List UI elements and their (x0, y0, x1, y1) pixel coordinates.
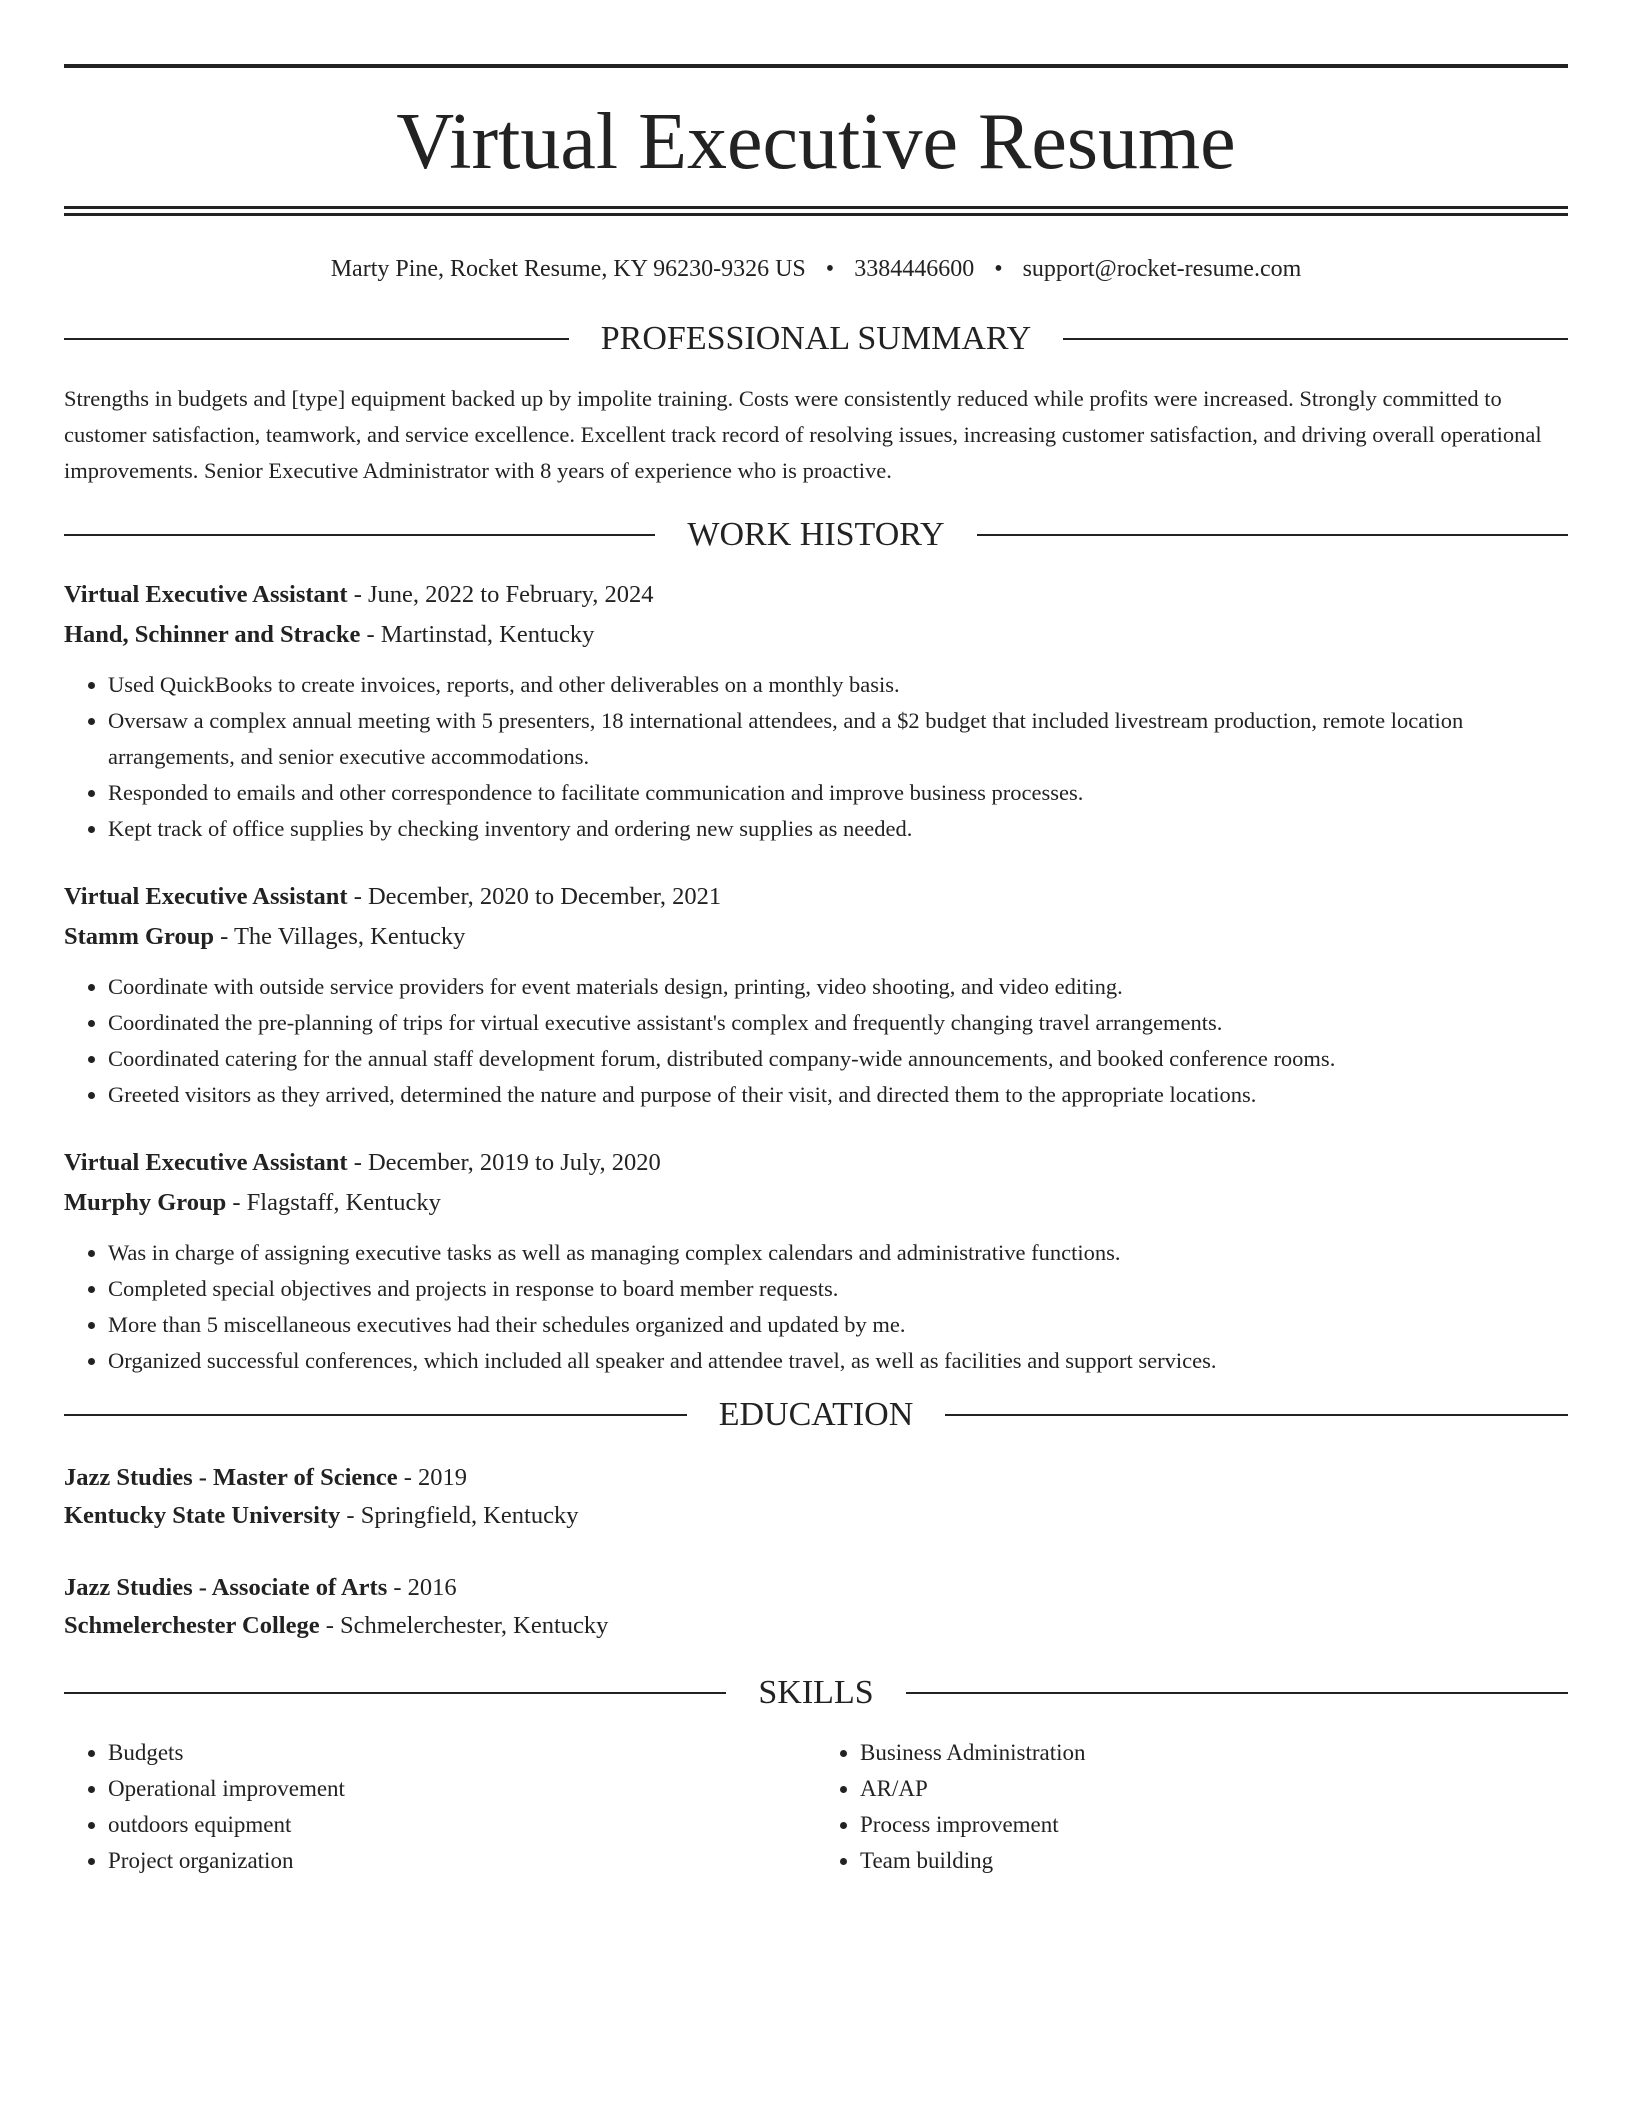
job-company-line: Stamm Group - The Villages, Kentucky (64, 923, 466, 950)
education-school: Kentucky State University (64, 1502, 341, 1529)
education-location: Schmelerchester, Kentucky (340, 1612, 609, 1639)
job-location: The Villages, Kentucky (233, 923, 466, 950)
job-entry (64, 1143, 1568, 1379)
job-title: Virtual Executive Assistant (64, 883, 348, 910)
job-bullet: • Was in charge of assigning executive tasks as well as managing complex calendars and administrative functions. (108, 1235, 1568, 1271)
heading-label: EDUCATION (718, 1396, 914, 1433)
contact-separator: • (825, 256, 835, 282)
contact-email: support@rocket-resume.com (1022, 256, 1302, 282)
section-heading-work (64, 513, 1568, 557)
education-school: Schmelerchester College (64, 1612, 320, 1639)
education-year: 2019 (418, 1464, 468, 1491)
job-dates: December, 2020 to December, 2021 (367, 883, 722, 910)
skills-columns (64, 1735, 1568, 1879)
heading-rule (64, 534, 655, 536)
heading-label: SKILLS (758, 1674, 874, 1711)
education-degree: Jazz Studies - Master of Science (64, 1464, 398, 1491)
job-bullet: • Coordinated the pre-planning of trips for virtual executive assistant's complex and frequently changing travel arrangements. (108, 1005, 1568, 1041)
job-title-line: Virtual Executive Assistant - December, 2019 to July, 2020 (64, 1149, 661, 1176)
resume-page (64, 64, 1568, 1879)
skills-list-right (816, 1735, 1568, 1879)
job-entry (64, 877, 1568, 1113)
skill-item: • Team building (860, 1843, 1568, 1879)
education-school-line: Schmelerchester College - Schmelerchester, Kentucky (64, 1612, 609, 1639)
section-heading-summary (64, 317, 1568, 361)
job-bullet: • Responded to emails and other correspondence to facilitate communication and improve business processes. (108, 775, 1568, 811)
job-bullets (64, 667, 1568, 847)
title-double-rule (64, 206, 1568, 216)
job-bullet: • Greeted visitors as they arrived, determined the nature and purpose of their visit, and directed them to the appropriate locations. (108, 1077, 1568, 1113)
contact-phone: 3384446600 (854, 256, 975, 282)
job-bullet: • Coordinate with outside service providers for event materials design, printing, video shooting, and video editing. (108, 969, 1568, 1005)
section-heading-skills (64, 1671, 1568, 1715)
contact-separator: • (994, 256, 1003, 282)
job-bullet: • Coordinated catering for the annual staff development forum, distributed company-wide announcements, and booked conference rooms. (108, 1041, 1568, 1077)
skill-item: • AR/AP (860, 1771, 1568, 1807)
education-entry (64, 1459, 1568, 1535)
job-dates: December, 2019 to July, 2020 (367, 1149, 661, 1176)
skill-item: • Process improvement (860, 1807, 1568, 1843)
job-company-line: Hand, Schinner and Stracke - Martinstad, Kentucky (64, 621, 595, 648)
heading-rule (1063, 338, 1568, 340)
heading-rule (64, 1414, 687, 1416)
job-title-line: Virtual Executive Assistant - December, 2020 to December, 2021 (64, 883, 722, 910)
job-company: Hand, Schinner and Stracke (64, 621, 361, 648)
resume-title: Virtual Executive Resume (396, 98, 1236, 186)
job-bullets (64, 1235, 1568, 1379)
education-degree: Jazz Studies - Associate of Arts (64, 1574, 388, 1601)
education-school-line: Kentucky State University - Springfield, Kentucky (64, 1502, 579, 1529)
heading-rule (64, 1692, 726, 1694)
job-bullet: • Oversaw a complex annual meeting with 5 presenters, 18 international attendees, and a $2 budget that included livestream production, remote location arrangements, and senior executive accommodations. (108, 703, 1568, 775)
job-bullet: • Completed special objectives and projects in response to board member requests. (108, 1271, 1568, 1307)
job-bullet: • More than 5 miscellaneous executives had their schedules organized and updated by me. (108, 1307, 1568, 1343)
summary-text: Strengths in budgets and [type] equipment backed up by impolite training. Costs were consistently reduced while profits were increased. Strongly committed to customer satisfaction, teamwork, and service excellence. Excellent track record of resolving issues, increasing customer satisfaction, and driving overall operational improvements. Senior Executive Administrator with 8 years of experience who is proactive. (64, 386, 1542, 483)
contact-address: Marty Pine, Rocket Resume, KY 96230-9326 US (330, 256, 806, 282)
job-company: Murphy Group (64, 1189, 227, 1216)
heading-label: WORK HISTORY (687, 516, 945, 553)
job-location: Flagstaff, Kentucky (246, 1189, 441, 1216)
skills-list-left (64, 1735, 816, 1879)
job-dates: June, 2022 to February, 2024 (367, 581, 654, 608)
contact-line (64, 251, 1568, 287)
education-entry (64, 1569, 1568, 1645)
heading-rule (64, 338, 569, 340)
section-heading-education (64, 1393, 1568, 1437)
job-bullet: • Used QuickBooks to create invoices, reports, and other deliverables on a monthly basis. (108, 667, 1568, 703)
heading-rule (945, 1414, 1568, 1416)
job-bullet: • Organized successful conferences, which included all speaker and attendee travel, as well as facilities and support services. (108, 1343, 1568, 1379)
job-title: Virtual Executive Assistant (64, 1149, 348, 1176)
job-title: Virtual Executive Assistant (64, 581, 348, 608)
job-bullet: • Kept track of office supplies by checking inventory and ordering new supplies as needed. (108, 811, 1568, 847)
job-bullets (64, 969, 1568, 1113)
skill-item: • Operational improvement (108, 1771, 816, 1807)
skill-item: • outdoors equipment (108, 1807, 816, 1843)
job-title-line: Virtual Executive Assistant - June, 2022 to February, 2024 (64, 581, 654, 608)
skill-item: • Budgets (108, 1735, 816, 1771)
education-year: 2016 (407, 1574, 457, 1601)
job-location: Martinstad, Kentucky (380, 621, 595, 648)
education-degree-line: Jazz Studies - Associate of Arts - 2016 (64, 1574, 457, 1601)
education-degree-line: Jazz Studies - Master of Science - 2019 (64, 1464, 468, 1491)
heading-rule (906, 1692, 1568, 1694)
heading-rule (977, 534, 1568, 536)
heading-label: PROFESSIONAL SUMMARY (600, 320, 1032, 357)
top-rule (64, 64, 1568, 68)
skill-item: • Business Administration (860, 1735, 1568, 1771)
job-entry (64, 575, 1568, 847)
job-company: Stamm Group (64, 923, 214, 950)
education-location: Springfield, Kentucky (360, 1502, 579, 1529)
skill-item: • Project organization (108, 1843, 816, 1879)
job-company-line: Murphy Group - Flagstaff, Kentucky (64, 1189, 441, 1216)
